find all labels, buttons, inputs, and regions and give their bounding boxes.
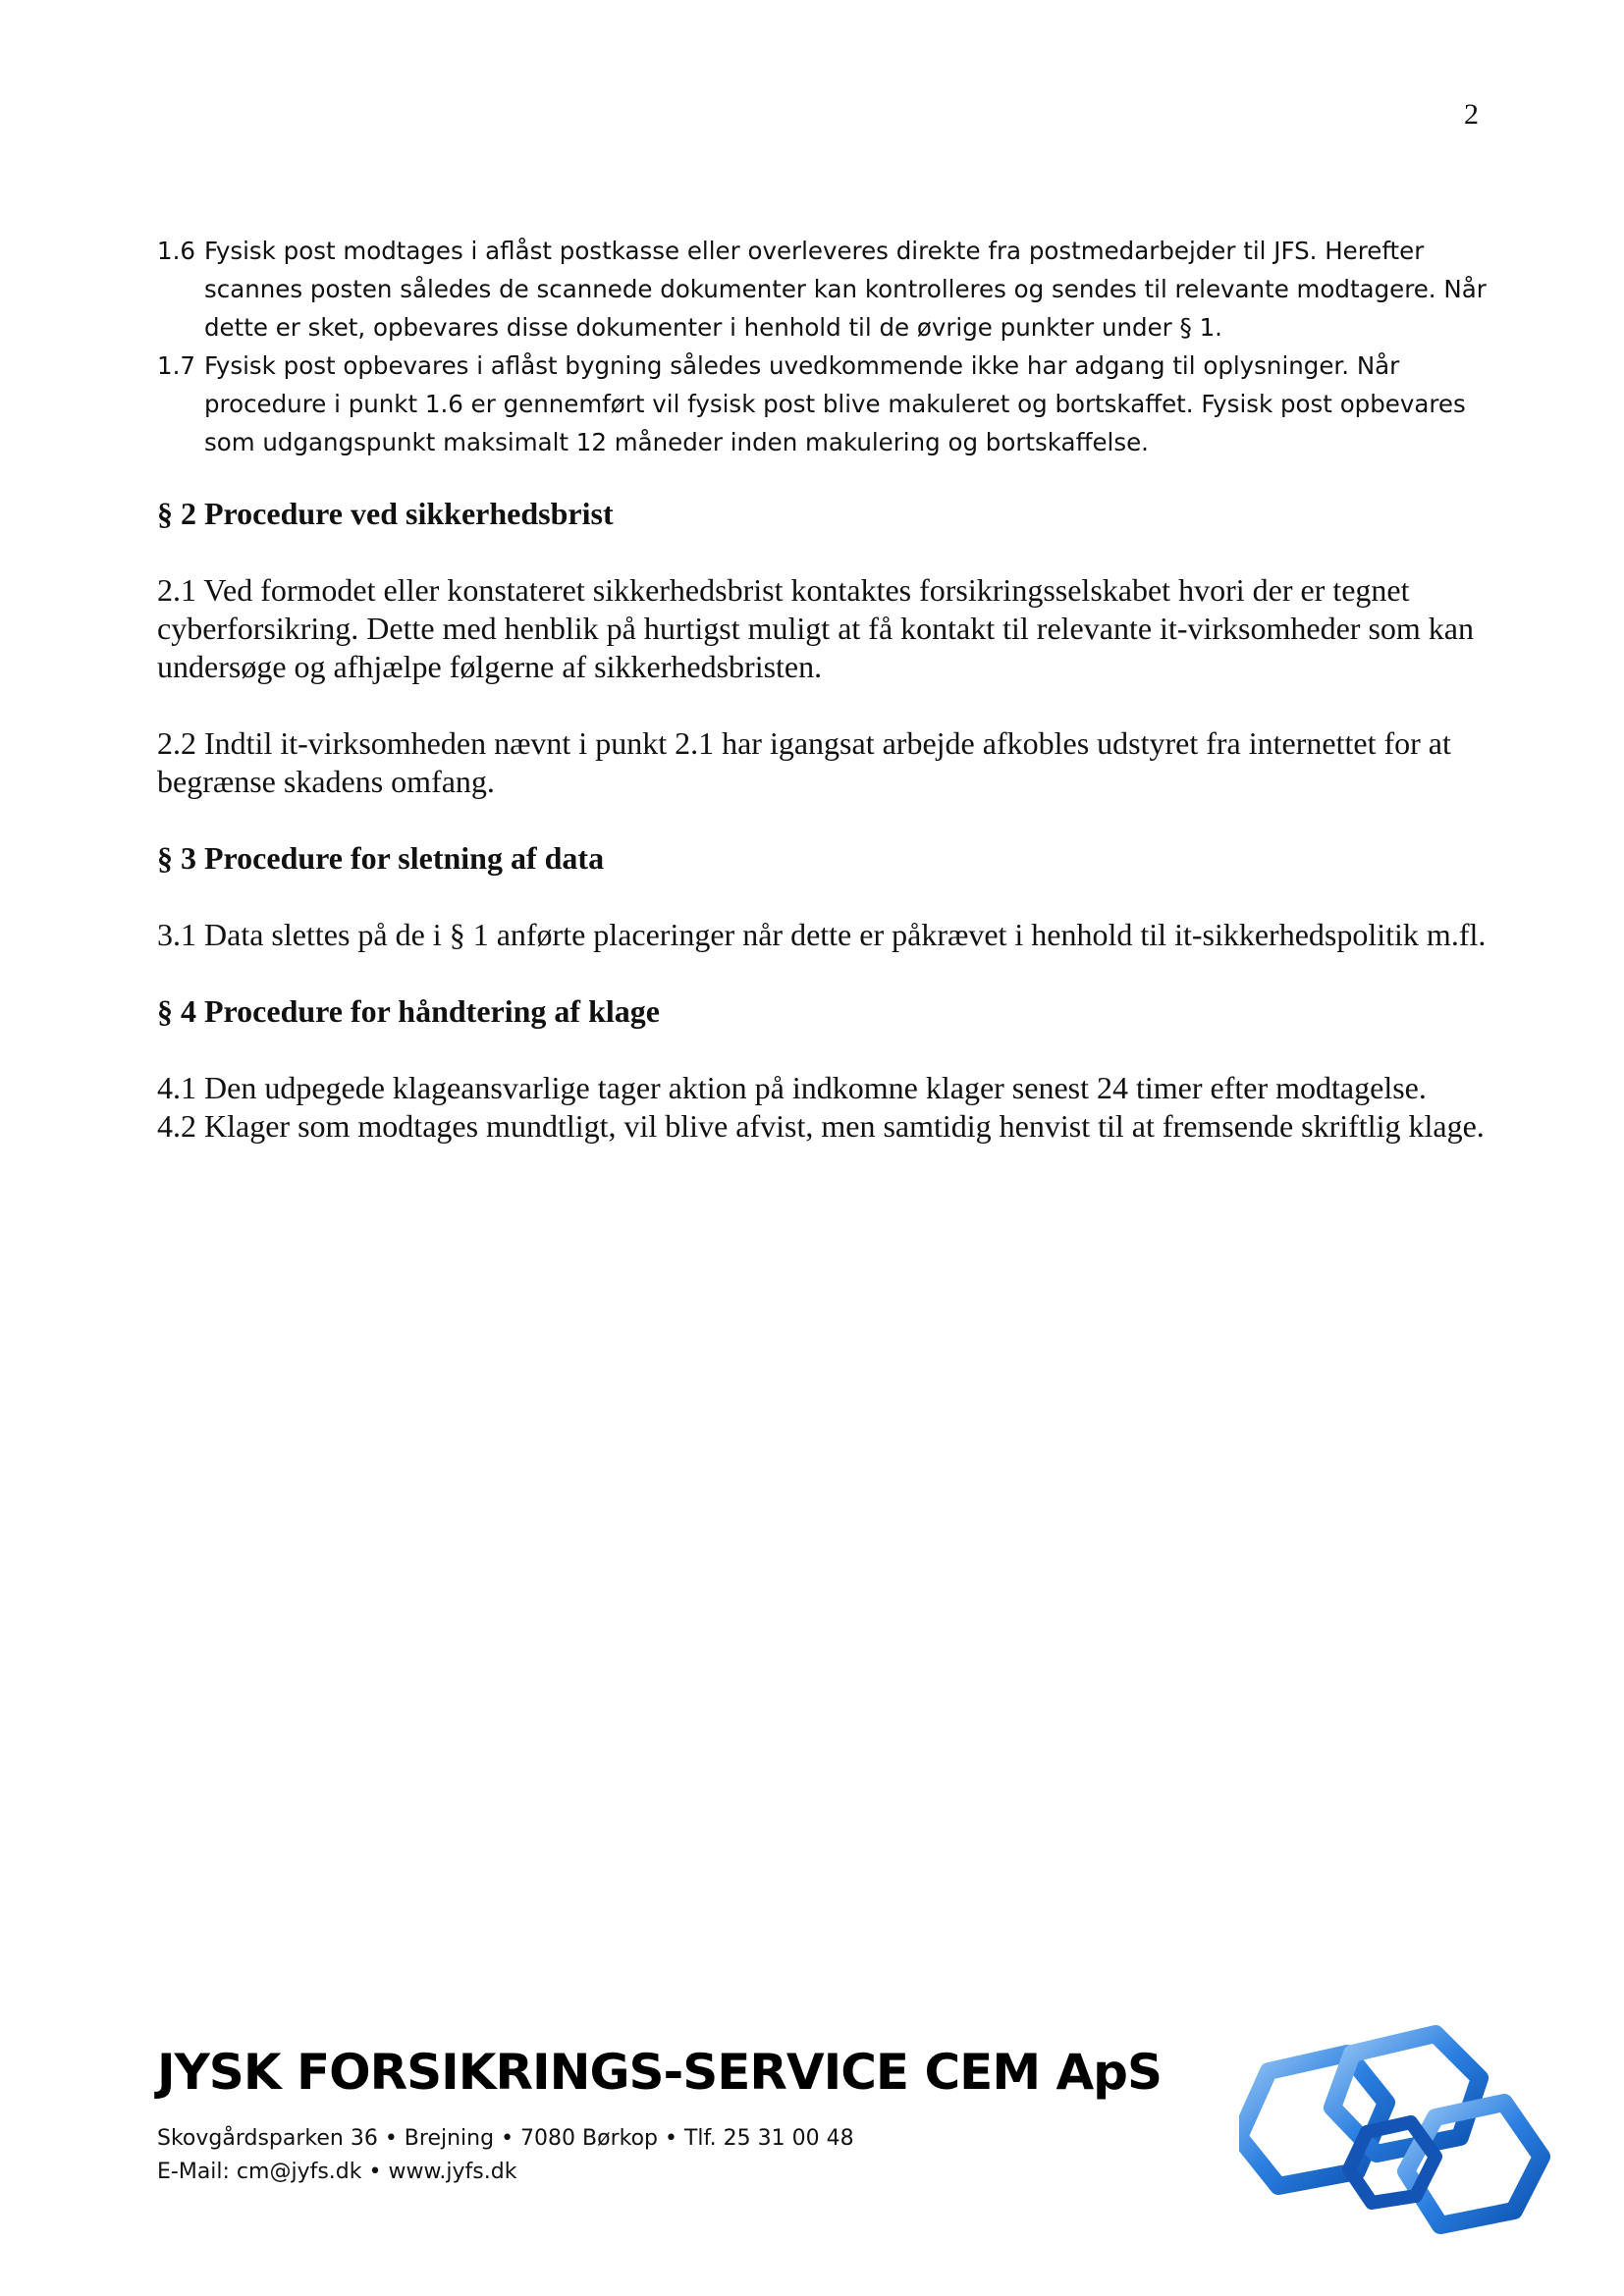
page-number: 2 bbox=[1464, 98, 1479, 131]
list-item bbox=[157, 347, 1492, 461]
list-item-text: Fysisk post opbevares i aflåst bygning således uvedkommende ikke har adgang til oplysninger. Når procedure i punkt 1.6 er gennemført vil fysisk post blive makuleret og bortskaffet. Fysisk post opbevares som udgangspunkt maksimalt 12 måneder inden makulering og bortskaffelse. bbox=[204, 351, 1466, 456]
section-heading-2: § 2 Procedure ved sikkerhedsbrist bbox=[157, 496, 614, 531]
paragraph-4-2: 4.2 Klager som modtages mundtligt, vil blive afvist, men samtidig henvist til at fremsende skriftlig klage. bbox=[157, 1108, 1485, 1144]
sections bbox=[157, 495, 1492, 1146]
paragraph-2-1: 2.1 Ved formodet eller konstateret sikkerhedsbrist kontaktes forsikringsselskabet hvori der er tegnet cyberforsikring. Dette med henblik på hurtigst muligt at få kontakt til relevante it-virksomheder som kan undersøge og afhjælpe følgerne af sikkerhedsbristen. bbox=[157, 572, 1474, 684]
section-heading-3: § 3 Procedure for sletning af data bbox=[157, 840, 605, 876]
paragraph-3-1: 3.1 Data slettes på de i § 1 anførte placeringer når dette er påkrævet i henhold til it-sikkerhedspolitik m.fl. bbox=[157, 917, 1487, 952]
list-item bbox=[157, 232, 1492, 347]
company-name: JYSK FORSIKRINGS-SERVICE CEM ApS bbox=[157, 2044, 1162, 2101]
company-contact: E-Mail: cm@jyfs.dk • www.jyfs.dk bbox=[157, 2160, 517, 2184]
company-address: Skovgårdsparken 36 • Brejning • 7080 Børkop • Tlf. 25 31 00 48 bbox=[157, 2126, 854, 2151]
paragraph-2-2: 2.2 Indtil it-virksomheden nævnt i punkt 2.1 har igangsat arbejde afkobles udstyret fra internettet for at begrænse skadens omfang. bbox=[157, 725, 1451, 799]
list-item-text: Fysisk post modtages i aflåst postkasse eller overleveres direkte fra postmedarbejder til JFS. Herefter scannes posten således de scannede dokumenter kan kontrolleres og sendes til relevante modtagere. Når dette er sket, opbevares disse dokumenter i henhold til de øvrige punkter under § 1. bbox=[204, 237, 1487, 342]
hexagon-logo-icon bbox=[1239, 2024, 1553, 2250]
list-item-number: 1.6 bbox=[157, 237, 195, 265]
numbered-list bbox=[157, 232, 1492, 461]
paragraph-4-1: 4.1 Den udpegede klageansvarlige tager aktion på indkomne klager senest 24 timer efter modtagelse. bbox=[157, 1070, 1427, 1105]
list-item-number: 1.7 bbox=[157, 351, 195, 380]
section-heading-4: § 4 Procedure for håndtering af klage bbox=[157, 993, 660, 1029]
